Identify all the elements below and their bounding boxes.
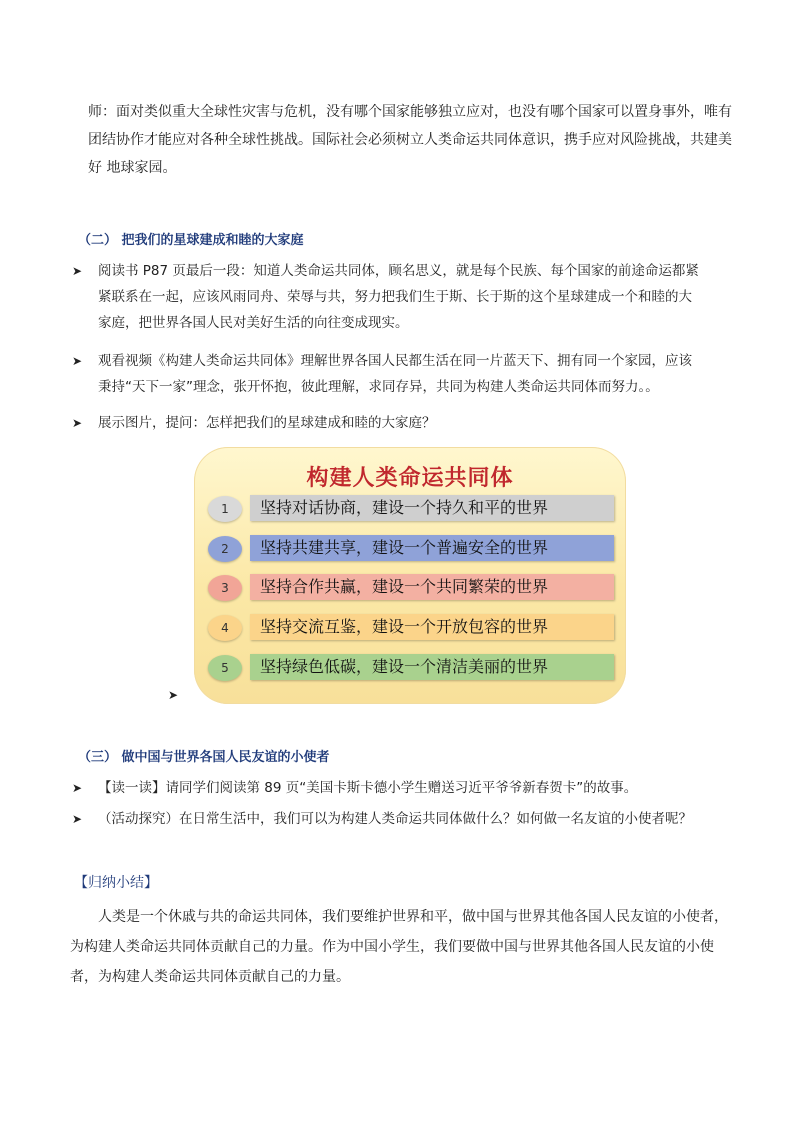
figure-title: 构建人类命运共同体: [306, 466, 514, 491]
arrow-bullet-icon: ➤: [72, 264, 83, 278]
figure-item-text: 坚持共建共享，建设一个普遍安全的世界: [250, 535, 614, 561]
section-2-heading: （二） 把我们的星球建成和睦的大家庭: [78, 233, 304, 248]
figure-item-3: [208, 574, 614, 602]
arrow-bullet-icon: ➤: [72, 812, 83, 826]
number-badge: 5: [208, 655, 242, 681]
arrow-bullet-icon: ➤: [72, 416, 83, 430]
section-3-heading: （三） 做中国与世界各国人民友谊的小使者: [78, 750, 330, 765]
intro-line-1: 师：面对类似重大全球性灾害与危机，没有哪个国家能够独立应对，也没有哪个国家可以置身事外，唯有: [88, 104, 732, 120]
summary-heading: 【归纳小结】: [74, 875, 158, 891]
arrow-bullet-icon: ➤: [72, 354, 83, 368]
intro-line-3: 好 地球家园。: [88, 160, 177, 176]
summary-line-1: 人类是一个休戚与共的命运共同体，我们要维护世界和平，做中国与世界其他各国人民友谊的小使者，: [98, 909, 728, 925]
number-badge: 3: [208, 575, 242, 601]
figure-item-text: 坚持对话协商，建设一个持久和平的世界: [250, 495, 614, 521]
bullet-3-line-1: 展示图片，提问：怎样把我们的星球建成和睦的大家庭？: [98, 415, 436, 431]
figure-item-5: [208, 654, 614, 682]
summary-line-3: 者，为构建人类命运共同体贡献自己的力量。: [70, 969, 350, 985]
figure-item-text: 坚持合作共赢，建设一个共同繁荣的世界: [250, 574, 614, 600]
figure-item-text: 坚持绿色低碳，建设一个清洁美丽的世界: [250, 654, 614, 680]
figure-item-1: [208, 495, 614, 523]
figure-item-2: [208, 535, 614, 563]
bullet-1-line-2: 紧联系在一起，应该风雨同舟、荣辱与共，努力把我们生于斯、长于斯的这个星球建成一个和睦的大: [98, 289, 692, 305]
number-badge: 1: [208, 496, 242, 522]
number-badge: 4: [208, 615, 242, 641]
community-figure: [194, 447, 626, 704]
summary-line-2: 为构建人类命运共同体贡献自己的力量。作为中国小学生，我们要做中国与世界其他各国人民友谊的小使: [70, 939, 714, 955]
intro-paragraph: [88, 98, 732, 182]
bullet-2-line-2: 秉持“天下一家”理念，张开怀抱，彼此理解，求同存异，共同为构建人类命运共同体而努力。。: [98, 379, 659, 395]
figure-item-4: [208, 614, 614, 642]
arrow-bullet-icon: ➤: [72, 781, 83, 795]
bullet-1-line-1: 阅读书 P87 页最后一段：知道人类命运共同体，顾名思义，就是每个民族、每个国家的前途命运都紧: [98, 263, 699, 279]
summary-paragraph: [70, 902, 730, 992]
arrow-bullet-icon: ➤: [168, 688, 179, 702]
bullet-1-line-3: 家庭，把世界各国人民对美好生活的向往变成现实。: [98, 315, 409, 331]
figure-item-text: 坚持交流互鉴，建设一个开放包容的世界: [250, 614, 614, 640]
section-3-bullet-2: （活动探究）在日常生活中，我们可以为构建人类命运共同体做什么？如何做一名友谊的小使者呢？: [98, 811, 692, 827]
bullet-2-line-1: 观看视频《构建人类命运共同体》理解世界各国人民都生活在同一片蓝天下、拥有同一个家园，应该: [98, 353, 692, 369]
number-badge: 2: [208, 536, 242, 562]
intro-line-2: 团结协作才能应对各种全球性挑战。国际社会必须树立人类命运共同体意识，携手应对风险挑战，共建美: [88, 132, 732, 148]
section-3-bullet-1: 【读一读】请同学们阅读第 89 页“美国卡斯卡德小学生赠送习近平爷爷新春贺卡”的故事。: [98, 780, 638, 796]
